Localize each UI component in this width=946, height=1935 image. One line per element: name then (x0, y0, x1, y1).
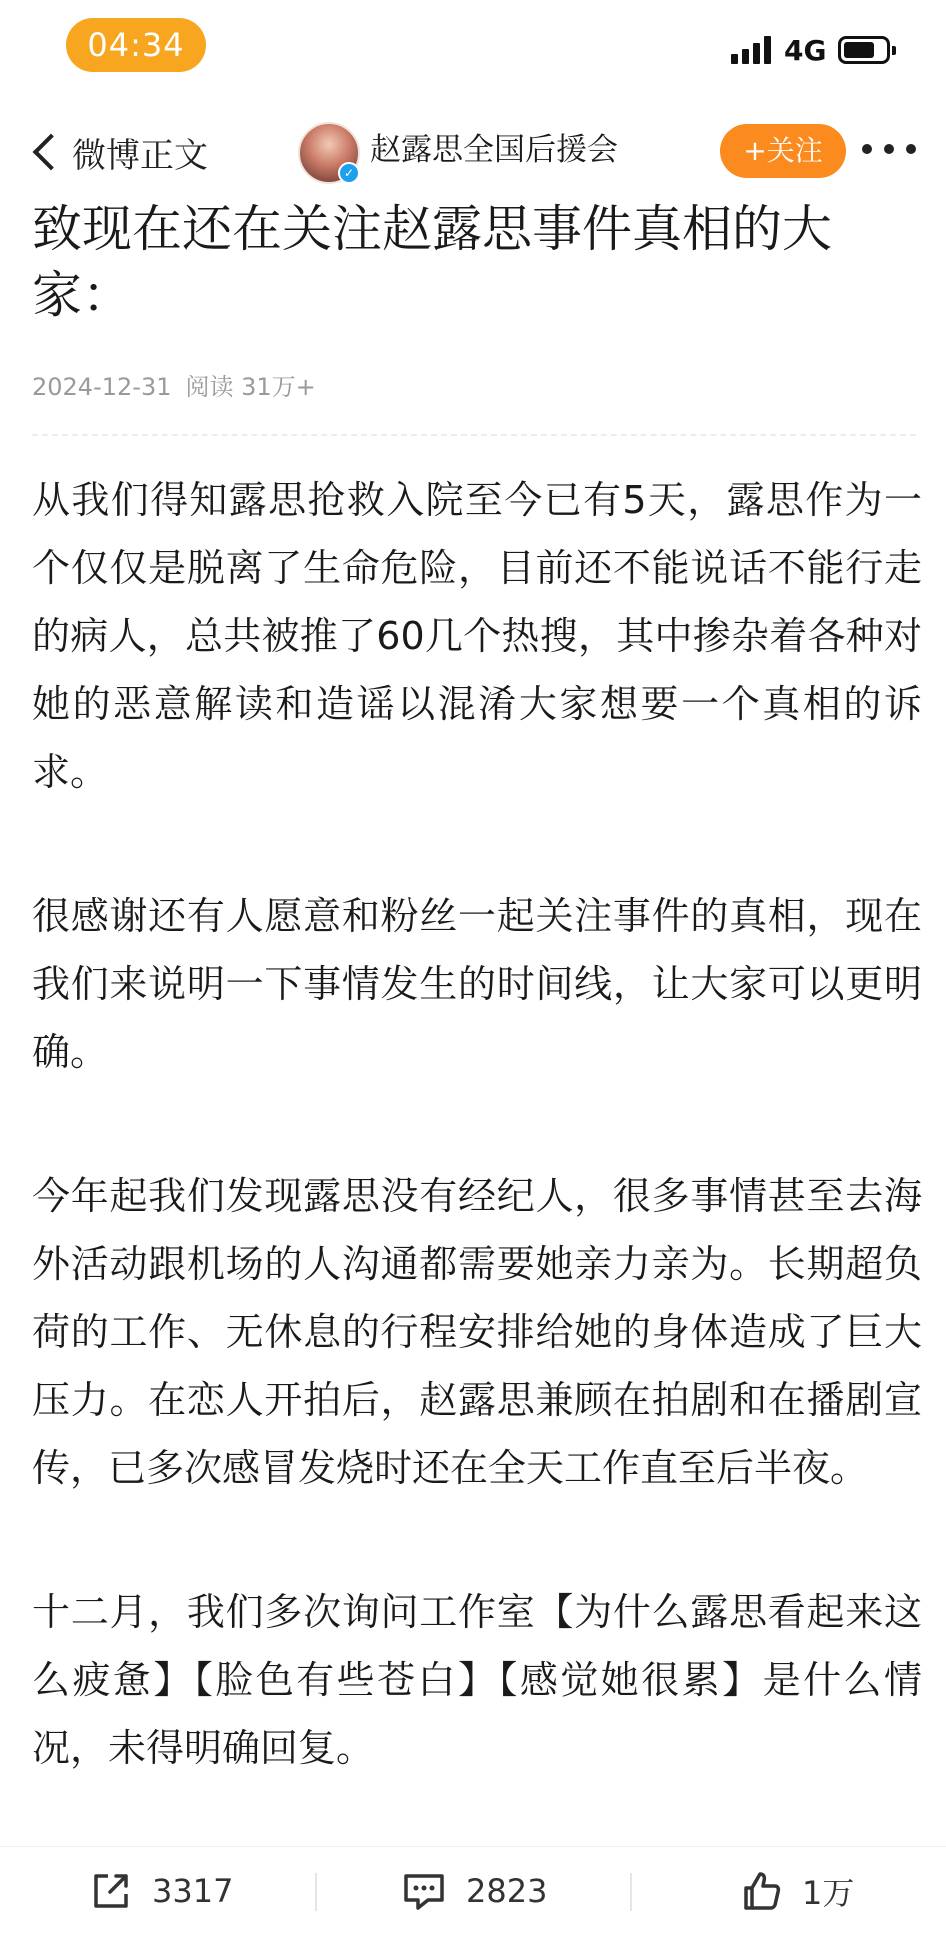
action-separator (315, 1873, 317, 1911)
chevron-left-icon (33, 134, 70, 171)
status-time: 04:34 (66, 18, 206, 72)
post-title: 致现在还在关注赵露思事件真相的大家： (32, 200, 832, 324)
post-paragraph: 今年起我们发现露思没有经纪人，很多事情甚至去海外活动跟机场的人沟通都需要她亲力亲为。长期超负荷的工作、无休息的行程安排给她的身体造成了巨大压力。在恋人开拍后，赵露思兼顾在拍剧和在播剧宣传，已多次感冒发烧时还在全天工作直至后半夜。 (32, 1174, 922, 1490)
more-dots-icon[interactable] (862, 138, 918, 162)
account-name[interactable]: 赵露思全国后援会 (370, 132, 618, 168)
post-body (32, 466, 922, 1858)
back-label: 微博正文 (72, 135, 208, 176)
comment-icon (400, 1868, 448, 1914)
divider (32, 434, 916, 436)
status-bar (0, 0, 946, 95)
action-separator (630, 1873, 632, 1911)
post-paragraph: 从我们得知露思抢救入院至今已有5天，露思作为一个仅仅是脱离了生命危险，目前还不能说话不能行走的病人，总共被推了60几个热搜，其中掺杂着各种对她的恶意解读和造谣以混淆大家想要一个真相的诉求。 (32, 478, 922, 794)
like-count: 1万 (802, 1874, 855, 1912)
read-label: 阅读 (185, 373, 234, 401)
post-date: 2024-12-31 (32, 373, 172, 401)
like-button[interactable] (738, 1847, 854, 1935)
signal-icon (731, 36, 773, 64)
nav-bar (0, 110, 946, 194)
comment-button[interactable] (400, 1847, 547, 1935)
network-type: 4G (784, 34, 827, 67)
action-bar (0, 1846, 946, 1935)
back-button[interactable] (24, 120, 208, 184)
battery-icon (838, 36, 890, 64)
verified-badge-icon: ✓ (338, 162, 360, 184)
post-paragraph: 很感谢还有人愿意和粉丝一起关注事件的真相，现在我们来说明一下事情发生的时间线，让大家可以更明确。 (32, 894, 922, 1074)
repost-button[interactable] (88, 1847, 233, 1935)
follow-button[interactable]: +关注 (720, 124, 846, 178)
post-paragraph: 十二月，我们多次询问工作室【为什么露思看起来这么疲惫】【脸色有些苍白】【感觉她很累】是什么情况，未得明确回复。 (32, 1590, 922, 1770)
comment-count: 2823 (466, 1872, 548, 1910)
read-count: 31万+ (241, 373, 316, 401)
post-meta (32, 370, 316, 404)
repost-count: 3317 (152, 1872, 234, 1910)
share-icon (88, 1868, 134, 1914)
thumbs-up-icon (738, 1868, 784, 1914)
